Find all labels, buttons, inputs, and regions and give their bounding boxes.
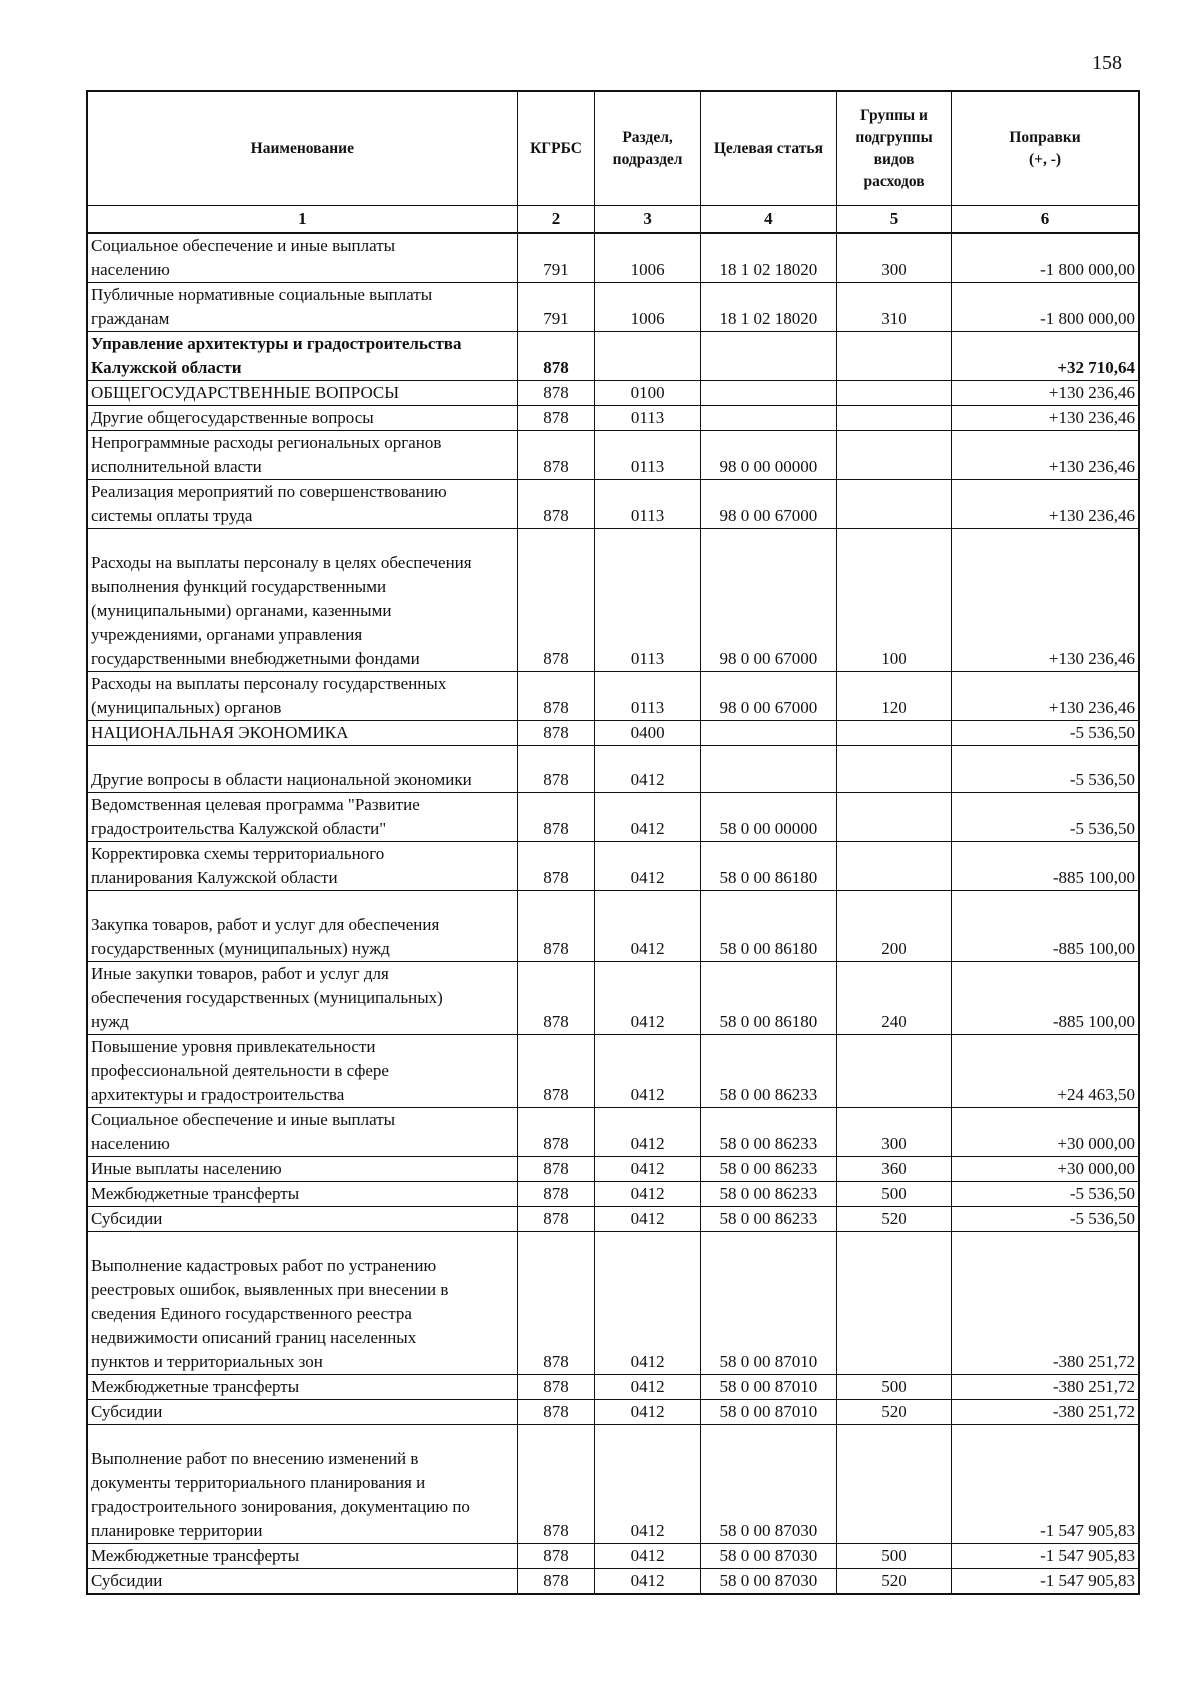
row-amount: -5 536,50 (952, 721, 1139, 746)
row-article: 58 0 00 87010 (700, 1375, 836, 1400)
row-name: Управление архитектуры и градостроительства Калужской области (87, 332, 517, 381)
row-article: 98 0 00 67000 (700, 529, 836, 672)
row-article: 58 0 00 86180 (700, 891, 836, 962)
row-article: 58 0 00 86180 (700, 962, 836, 1035)
table-row (87, 721, 1139, 746)
table-row (87, 1207, 1139, 1232)
row-section: 0412 (595, 1232, 700, 1375)
row-article (700, 721, 836, 746)
row-kgrbs: 878 (517, 332, 595, 381)
row-section: 1006 (595, 283, 700, 332)
row-article: 58 0 00 86233 (700, 1108, 836, 1157)
row-amount: -885 100,00 (952, 962, 1139, 1035)
page-number: 158 (1092, 52, 1122, 74)
row-amount: -380 251,72 (952, 1375, 1139, 1400)
table-row (87, 406, 1139, 431)
row-amount: +130 236,46 (952, 431, 1139, 480)
row-name: Субсидии (87, 1569, 517, 1595)
column-number: 4 (700, 206, 836, 234)
row-name: Иные выплаты населению (87, 1157, 517, 1182)
row-article: 58 0 00 87010 (700, 1232, 836, 1375)
row-group (837, 431, 952, 480)
row-article (700, 406, 836, 431)
row-section: 0412 (595, 1425, 700, 1544)
table-row (87, 480, 1139, 529)
header-amount: Поправки (+, -) (952, 91, 1139, 206)
row-name: Иные закупки товаров, работ и услуг для обеспечения государственных (муниципальных) нужд (87, 962, 517, 1035)
row-amount: +130 236,46 (952, 672, 1139, 721)
row-group: 310 (837, 283, 952, 332)
row-kgrbs: 878 (517, 672, 595, 721)
row-kgrbs: 878 (517, 529, 595, 672)
row-section: 0100 (595, 381, 700, 406)
row-kgrbs: 878 (517, 721, 595, 746)
row-group: 120 (837, 672, 952, 721)
row-section: 0113 (595, 529, 700, 672)
table-row (87, 1108, 1139, 1157)
row-kgrbs: 878 (517, 1182, 595, 1207)
row-name: Социальное обеспечение и иные выплаты населению (87, 1108, 517, 1157)
row-section: 0412 (595, 793, 700, 842)
row-amount: +30 000,00 (952, 1157, 1139, 1182)
row-section: 0412 (595, 1182, 700, 1207)
row-section: 0412 (595, 1207, 700, 1232)
row-kgrbs: 791 (517, 283, 595, 332)
row-group: 520 (837, 1207, 952, 1232)
row-amount: +130 236,46 (952, 529, 1139, 672)
row-kgrbs: 878 (517, 1400, 595, 1425)
row-section: 0412 (595, 842, 700, 891)
row-section: 0412 (595, 1569, 700, 1595)
row-kgrbs: 878 (517, 891, 595, 962)
row-section: 0412 (595, 1544, 700, 1569)
row-section: 0412 (595, 1157, 700, 1182)
row-article: 58 0 00 87030 (700, 1544, 836, 1569)
row-group: 360 (837, 1157, 952, 1182)
row-name: Непрограммные расходы региональных органов исполнительной власти (87, 431, 517, 480)
row-amount: -1 547 905,83 (952, 1425, 1139, 1544)
row-name: Ведомственная целевая программа "Развитие градостроительства Калужской области" (87, 793, 517, 842)
row-group: 240 (837, 962, 952, 1035)
column-number: 1 (87, 206, 517, 234)
table-row (87, 233, 1139, 283)
row-kgrbs: 878 (517, 1207, 595, 1232)
row-amount: -885 100,00 (952, 842, 1139, 891)
row-amount: -5 536,50 (952, 746, 1139, 793)
budget-amendments-table (86, 90, 1140, 1595)
table-row (87, 283, 1139, 332)
row-article: 58 0 00 87030 (700, 1425, 836, 1544)
row-name: Выполнение кадастровых работ по устранению реестровых ошибок, выявленных при внесении в сведения Единого государственного реестра недвижимости описаний границ населенных пунктов и территориальных зон (87, 1232, 517, 1375)
table-row (87, 746, 1139, 793)
table-row (87, 1569, 1139, 1595)
row-group (837, 721, 952, 746)
table-row (87, 332, 1139, 381)
table-row (87, 1400, 1139, 1425)
row-group (837, 746, 952, 793)
row-article: 18 1 02 18020 (700, 233, 836, 283)
row-kgrbs: 878 (517, 1108, 595, 1157)
row-amount: -1 547 905,83 (952, 1544, 1139, 1569)
row-name: Расходы на выплаты персоналу в целях обеспечения выполнения функций государственными (муниципальными) органами, казенными учреждениями, органами управления государственными внебюджетными фондами (87, 529, 517, 672)
row-name: Другие общегосударственные вопросы (87, 406, 517, 431)
row-kgrbs: 878 (517, 746, 595, 793)
row-group (837, 480, 952, 529)
row-article: 58 0 00 86233 (700, 1182, 836, 1207)
row-article: 18 1 02 18020 (700, 283, 836, 332)
column-number: 3 (595, 206, 700, 234)
row-name: Межбюджетные трансферты (87, 1375, 517, 1400)
row-article: 98 0 00 67000 (700, 672, 836, 721)
row-amount: -380 251,72 (952, 1400, 1139, 1425)
row-article (700, 746, 836, 793)
row-group (837, 1232, 952, 1375)
row-kgrbs: 878 (517, 381, 595, 406)
table-row (87, 672, 1139, 721)
table-row (87, 1425, 1139, 1544)
row-name: Расходы на выплаты персоналу государственных (муниципальных) органов (87, 672, 517, 721)
row-section: 0412 (595, 1375, 700, 1400)
column-number: 6 (952, 206, 1139, 234)
row-group: 200 (837, 891, 952, 962)
row-amount: -885 100,00 (952, 891, 1139, 962)
row-amount: -5 536,50 (952, 1182, 1139, 1207)
row-group: 500 (837, 1544, 952, 1569)
row-group (837, 842, 952, 891)
row-article: 58 0 00 86180 (700, 842, 836, 891)
table-row (87, 1182, 1139, 1207)
row-article: 58 0 00 87010 (700, 1400, 836, 1425)
row-amount: -380 251,72 (952, 1232, 1139, 1375)
row-name: Публичные нормативные социальные выплаты гражданам (87, 283, 517, 332)
row-group: 300 (837, 1108, 952, 1157)
row-amount: +130 236,46 (952, 381, 1139, 406)
row-amount: -5 536,50 (952, 1207, 1139, 1232)
table-row (87, 1232, 1139, 1375)
row-article (700, 332, 836, 381)
row-group (837, 1425, 952, 1544)
row-section: 0113 (595, 431, 700, 480)
row-kgrbs: 878 (517, 1157, 595, 1182)
row-amount: -5 536,50 (952, 793, 1139, 842)
row-kgrbs: 878 (517, 842, 595, 891)
row-group (837, 406, 952, 431)
row-name: Социальное обеспечение и иные выплаты населению (87, 233, 517, 283)
row-group: 520 (837, 1569, 952, 1595)
row-kgrbs: 878 (517, 1425, 595, 1544)
row-section: 0412 (595, 1108, 700, 1157)
row-kgrbs: 791 (517, 233, 595, 283)
row-kgrbs: 878 (517, 1232, 595, 1375)
row-section: 0412 (595, 1400, 700, 1425)
table-row (87, 381, 1139, 406)
row-amount: +24 463,50 (952, 1035, 1139, 1108)
table-row (87, 793, 1139, 842)
row-name: Субсидии (87, 1400, 517, 1425)
row-article: 98 0 00 67000 (700, 480, 836, 529)
row-article: 58 0 00 86233 (700, 1157, 836, 1182)
header-section: Раздел, подраздел (595, 91, 700, 206)
row-kgrbs: 878 (517, 962, 595, 1035)
row-name: Реализация мероприятий по совершенствованию системы оплаты труда (87, 480, 517, 529)
column-number: 2 (517, 206, 595, 234)
row-name: Корректировка схемы территориального планирования Калужской области (87, 842, 517, 891)
row-amount: -1 800 000,00 (952, 283, 1139, 332)
row-amount: -1 547 905,83 (952, 1569, 1139, 1595)
row-article: 58 0 00 87030 (700, 1569, 836, 1595)
row-section: 0113 (595, 406, 700, 431)
row-name: НАЦИОНАЛЬНАЯ ЭКОНОМИКА (87, 721, 517, 746)
table-row (87, 431, 1139, 480)
table-body (87, 233, 1139, 1594)
table-row (87, 1157, 1139, 1182)
row-group: 300 (837, 233, 952, 283)
row-group (837, 381, 952, 406)
row-name: Субсидии (87, 1207, 517, 1232)
row-group: 500 (837, 1182, 952, 1207)
row-name: Другие вопросы в области национальной экономики (87, 746, 517, 793)
row-kgrbs: 878 (517, 1375, 595, 1400)
row-group: 100 (837, 529, 952, 672)
row-article: 58 0 00 86233 (700, 1207, 836, 1232)
row-kgrbs: 878 (517, 480, 595, 529)
column-number-row (87, 206, 1139, 234)
row-section: 1006 (595, 233, 700, 283)
row-group (837, 793, 952, 842)
row-name: Межбюджетные трансферты (87, 1544, 517, 1569)
row-group (837, 332, 952, 381)
row-article: 58 0 00 00000 (700, 793, 836, 842)
row-name: Повышение уровня привлекательности профессиональной деятельности в сфере архитектуры и градостроительства (87, 1035, 517, 1108)
header-row (87, 91, 1139, 206)
row-name: Выполнение работ по внесению изменений в документы территориального планирования и градостроительного зонирования, документацию по планировке территории (87, 1425, 517, 1544)
header-group: Группы и подгруппы видов расходов (837, 91, 952, 206)
row-group: 520 (837, 1400, 952, 1425)
row-section: 0113 (595, 672, 700, 721)
table-row (87, 1035, 1139, 1108)
row-section: 0412 (595, 746, 700, 793)
row-kgrbs: 878 (517, 793, 595, 842)
row-section: 0113 (595, 480, 700, 529)
row-name: Закупка товаров, работ и услуг для обеспечения государственных (муниципальных) нужд (87, 891, 517, 962)
table-row (87, 891, 1139, 962)
row-kgrbs: 878 (517, 431, 595, 480)
row-section (595, 332, 700, 381)
header-article: Целевая статья (700, 91, 836, 206)
table-row (87, 529, 1139, 672)
table-row (87, 962, 1139, 1035)
row-kgrbs: 878 (517, 1569, 595, 1595)
row-amount: +130 236,46 (952, 406, 1139, 431)
row-name: Межбюджетные трансферты (87, 1182, 517, 1207)
row-kgrbs: 878 (517, 406, 595, 431)
row-kgrbs: 878 (517, 1544, 595, 1569)
column-number: 5 (837, 206, 952, 234)
row-section: 0412 (595, 962, 700, 1035)
table-row (87, 842, 1139, 891)
table-row (87, 1544, 1139, 1569)
row-article: 98 0 00 00000 (700, 431, 836, 480)
row-amount: -1 800 000,00 (952, 233, 1139, 283)
row-amount: +30 000,00 (952, 1108, 1139, 1157)
row-section: 0412 (595, 891, 700, 962)
row-group (837, 1035, 952, 1108)
table-row (87, 1375, 1139, 1400)
header-kgrbs: КГРБС (517, 91, 595, 206)
row-group: 500 (837, 1375, 952, 1400)
row-name: ОБЩЕГОСУДАРСТВЕННЫЕ ВОПРОСЫ (87, 381, 517, 406)
row-section: 0400 (595, 721, 700, 746)
row-amount: +32 710,64 (952, 332, 1139, 381)
row-article (700, 381, 836, 406)
row-article: 58 0 00 86233 (700, 1035, 836, 1108)
row-kgrbs: 878 (517, 1035, 595, 1108)
header-name: Наименование (87, 91, 517, 206)
row-amount: +130 236,46 (952, 480, 1139, 529)
row-section: 0412 (595, 1035, 700, 1108)
